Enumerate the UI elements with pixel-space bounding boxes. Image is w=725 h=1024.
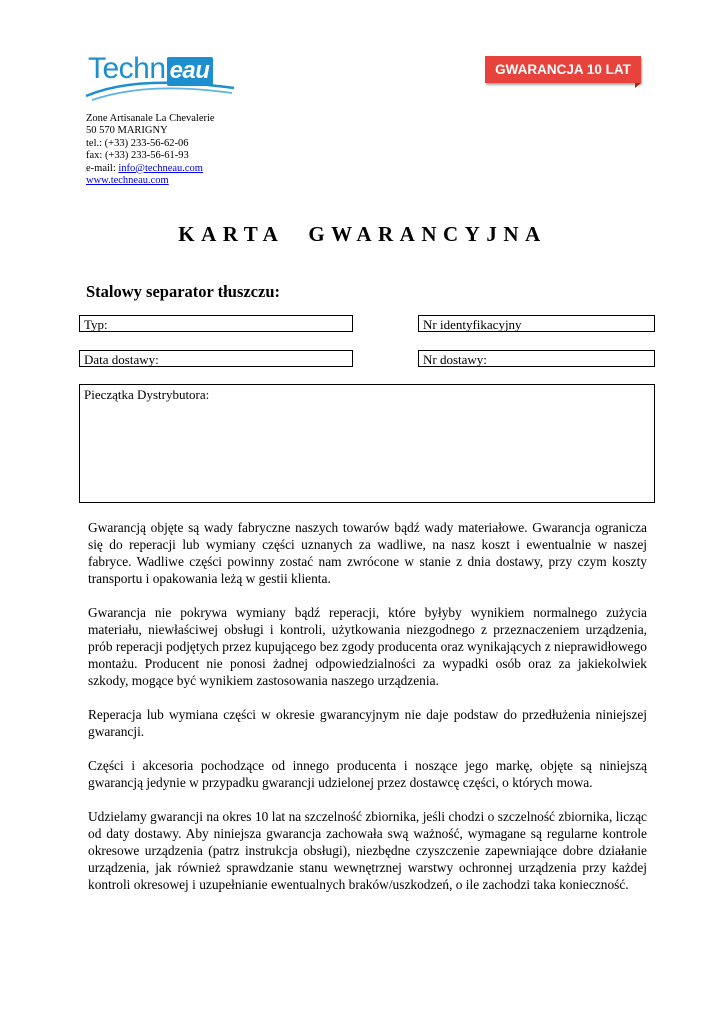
warranty-terms (88, 519, 647, 910)
page-title (0, 222, 725, 247)
warranty-badge-label: GWARANCJA 10 LAT (485, 56, 641, 83)
website-link[interactable]: www.techneau.com (86, 175, 169, 187)
nr-identyfikacyjny-field[interactable]: Nr identyfikacyjny (418, 315, 655, 332)
logo-wave-icon (84, 78, 244, 104)
address-fax: fax: (+33) 233-56-61-93 (86, 150, 189, 162)
product-subtitle: Stalowy separator tłuszczu: (86, 282, 281, 301)
paragraph: Części i akcesoria pochodzące od innego producenta i noszące jego markę, objęte są niniejszą gwarancją jedynie w przypadku gwarancji udzielonej przez dostawcę części, o których mowa. (88, 758, 647, 790)
logo-text-techn: Techn (88, 52, 166, 85)
warranty-badge (485, 56, 641, 87)
data-dostawy-field[interactable]: Data dostawy: (79, 350, 353, 367)
address-line1: Zone Artisanale La Chevalerie (86, 113, 215, 124)
email-link[interactable]: info@techneau.com (118, 162, 203, 174)
email-label: e-mail: (86, 162, 119, 174)
paragraph: Udzielamy gwarancji na okres 10 lat na szczelność zbiornika, jeśli chodzi o szczelność zbiornika, licząc od daty dostawy. Aby niniejsza gwarancja zachowała swą ważność, wymagane są regularne kontrole okresowe urządzenia (patrz instrukcja obsługi), niezbędne czyszczenie zapewniające dobre działanie urządzenia, jak również sprawdzanie stanu wewnętrznej warstwy ochronnej urządzenia przy każdej kontroli okresowej i uzupełnianie ewentualnych braków/uszkodzeń, o ile zachodzi taka konieczność. (88, 809, 647, 892)
title-word1: KARTA (178, 222, 285, 246)
paragraph: Reperacja lub wymiana części w okresie gwarancyjnym nie daje podstaw do przedłużenia niniejszej gwarancji. (88, 707, 647, 739)
company-address (86, 113, 215, 187)
title-word2: GWARANCYJNA (308, 222, 547, 246)
typ-field[interactable]: Typ: (79, 315, 353, 332)
nr-dostawy-field[interactable]: Nr dostawy: (418, 350, 655, 367)
address-email-row (86, 163, 215, 175)
paragraph: Gwarancją objęte są wady fabryczne naszych towarów bądź wady materiałowe. Gwarancja ogranicza się do reperacji lub wymiany części uznanych za wadliwe, na nasz koszt i ewentualnie w naszej fabryce. Wadliwe części powinny zostać nam zwrócone w stanie z dnia dostawy, przy czym koszty transportu i opakowania leżą w gestii klienta. (88, 520, 647, 586)
distributor-stamp-box[interactable] (79, 384, 655, 503)
company-logo (84, 48, 244, 110)
stamp-label: Pieczątka Dystrybutora: (84, 387, 210, 402)
paragraph: Gwarancja nie pokrywa wymiany bądź reperacji, które byłyby wynikiem normalnego zużycia materiału, niewłaściwej obsługi i kontroli, użytkowania niezgodnego z przeznaczeniem urządzenia, prób reperacji podjętych przez kupującego bez zgody producenta oraz wynikających z nieprawidłowego montażu. Producent nie ponosi żadnej odpowiedzialności za wypadki osób oraz za jakiekolwiek szkody, mogące być wynikiem zastosowania naszego urządzenia. (88, 605, 647, 688)
badge-fold (635, 83, 641, 88)
address-line2: 50 570 MARIGNY (86, 125, 168, 137)
logo-text-eau: eau (167, 57, 214, 86)
address-tel: tel.: (+33) 233-56-62-06 (86, 137, 189, 149)
